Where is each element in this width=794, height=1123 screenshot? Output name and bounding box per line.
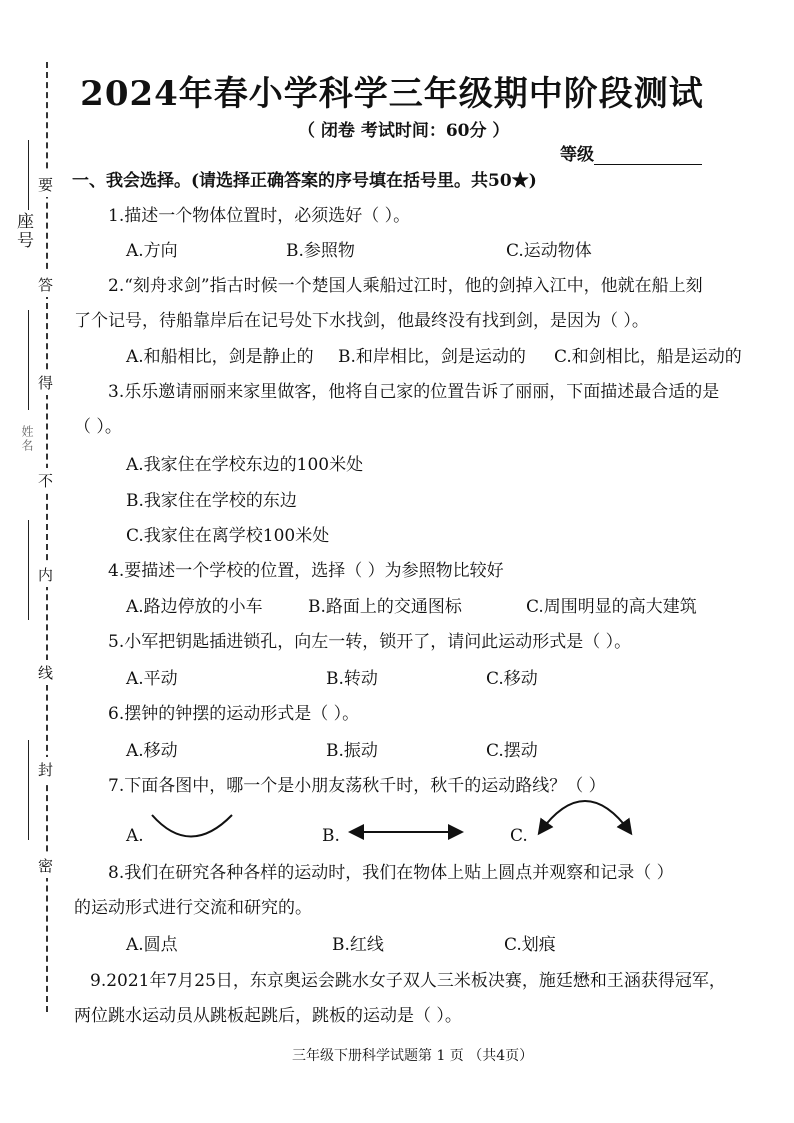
question-2-line-1: 2.“刻舟求剑”指古时候一个楚国人乘船过江时，他的剑掉入江中，他就在船上刻	[108, 276, 703, 296]
question-5: 5.小军把钥匙插进锁孔，向左一转，锁开了，请问此运动形式是（ ）。	[108, 632, 632, 652]
question-7: 7.下面各图中，哪一个是小朋友荡秋千时，秋千的运动路线？（ ）	[108, 776, 606, 796]
option-a: A.我家住在学校东边的100米处	[126, 455, 364, 475]
question-3-line-1: 3.乐乐邀请丽丽来家里做客，他将自己家的位置告诉了丽丽，下面描述最合适的是	[108, 382, 720, 402]
binding-char: 密	[38, 853, 53, 878]
option-a: A.移动	[126, 741, 178, 761]
seat-number-label: 座号	[13, 212, 33, 250]
option-c: C.	[510, 826, 528, 846]
binding-char: 答	[38, 272, 53, 297]
question-6: 6.摆钟的钟摆的运动形式是（ ）。	[108, 704, 360, 724]
option-c: C.移动	[486, 669, 538, 689]
option-b: B.和岸相比，剑是运动的	[338, 347, 526, 367]
option-b: B.参照物	[286, 241, 355, 261]
option-c: C.摆动	[486, 741, 538, 761]
exam-info: （ 闭卷 考试时间：60分 ）	[298, 121, 510, 141]
question-9-line-1: 9.2021年7月25日，东京奥运会跳水女子双人三米板决赛，施廷懋和王涵获得冠军，	[90, 971, 726, 991]
option-a: A.圆点	[126, 935, 178, 955]
option-b: B.振动	[326, 741, 378, 761]
name-label: 姓名	[20, 425, 34, 453]
arc-path-c	[540, 801, 630, 832]
section-title: 一、我会选择。(请选择正确答案的序号填在括号里。共50★)	[72, 171, 537, 191]
binding-char: 得	[38, 370, 53, 395]
question-3-line-2: （ ）。	[74, 417, 122, 437]
option-c: C.划痕	[504, 935, 556, 955]
question-9-line-2: 两位跳水运动员从跳板起跳后，跳板的运动是（ ）。	[74, 1006, 462, 1026]
option-c: C.我家住在离学校100米处	[126, 526, 330, 546]
option-a: A.和船相比，剑是静止的	[126, 347, 314, 367]
option-a: A.方向	[126, 241, 178, 261]
binding-char: 内	[38, 562, 53, 587]
binding-char: 不	[38, 468, 53, 493]
question-4: 4.要描述一个学校的位置，选择（ ）为参照物比较好	[108, 561, 504, 581]
question-8-line-1: 8.我们在研究各种各样的运动时，我们在物体上贴上圆点并观察和记录（ ）	[108, 863, 674, 883]
option-b: B.路面上的交通图标	[308, 597, 462, 617]
grade-label: 等级	[560, 145, 594, 165]
option-c: C.运动物体	[506, 241, 592, 261]
arc-path-a	[152, 815, 232, 837]
binding-char: 要	[38, 172, 53, 197]
page-title: 2024年春小学科学三年级期中阶段测试	[80, 74, 704, 114]
question-8-line-2: 的运动形式进行交流和研究的。	[74, 898, 312, 918]
binding-char: 线	[38, 660, 53, 685]
option-b: B.转动	[326, 669, 378, 689]
question-2-line-2: 了个记号，待船靠岸后在记号处下水找剑，他最终没有找到剑，是因为（ ）。	[74, 311, 649, 331]
question-1: 1.描述一个物体位置时，必须选好（ ）。	[108, 206, 411, 226]
option-a: A.路边停放的小车	[126, 597, 263, 617]
option-b: B.我家住在学校的东边	[126, 491, 297, 511]
option-a: A.	[126, 826, 144, 846]
option-a: A.平动	[126, 669, 178, 689]
option-c: C.和剑相比，船是运动的	[554, 347, 742, 367]
option-b: B.红线	[332, 935, 384, 955]
option-c: C.周围明显的高大建筑	[526, 597, 697, 617]
binding-char: 封	[38, 757, 53, 782]
option-b: B.	[322, 826, 340, 846]
page-footer: 三年级下册科学试题第 1 页 （共4页）	[292, 1048, 534, 1064]
